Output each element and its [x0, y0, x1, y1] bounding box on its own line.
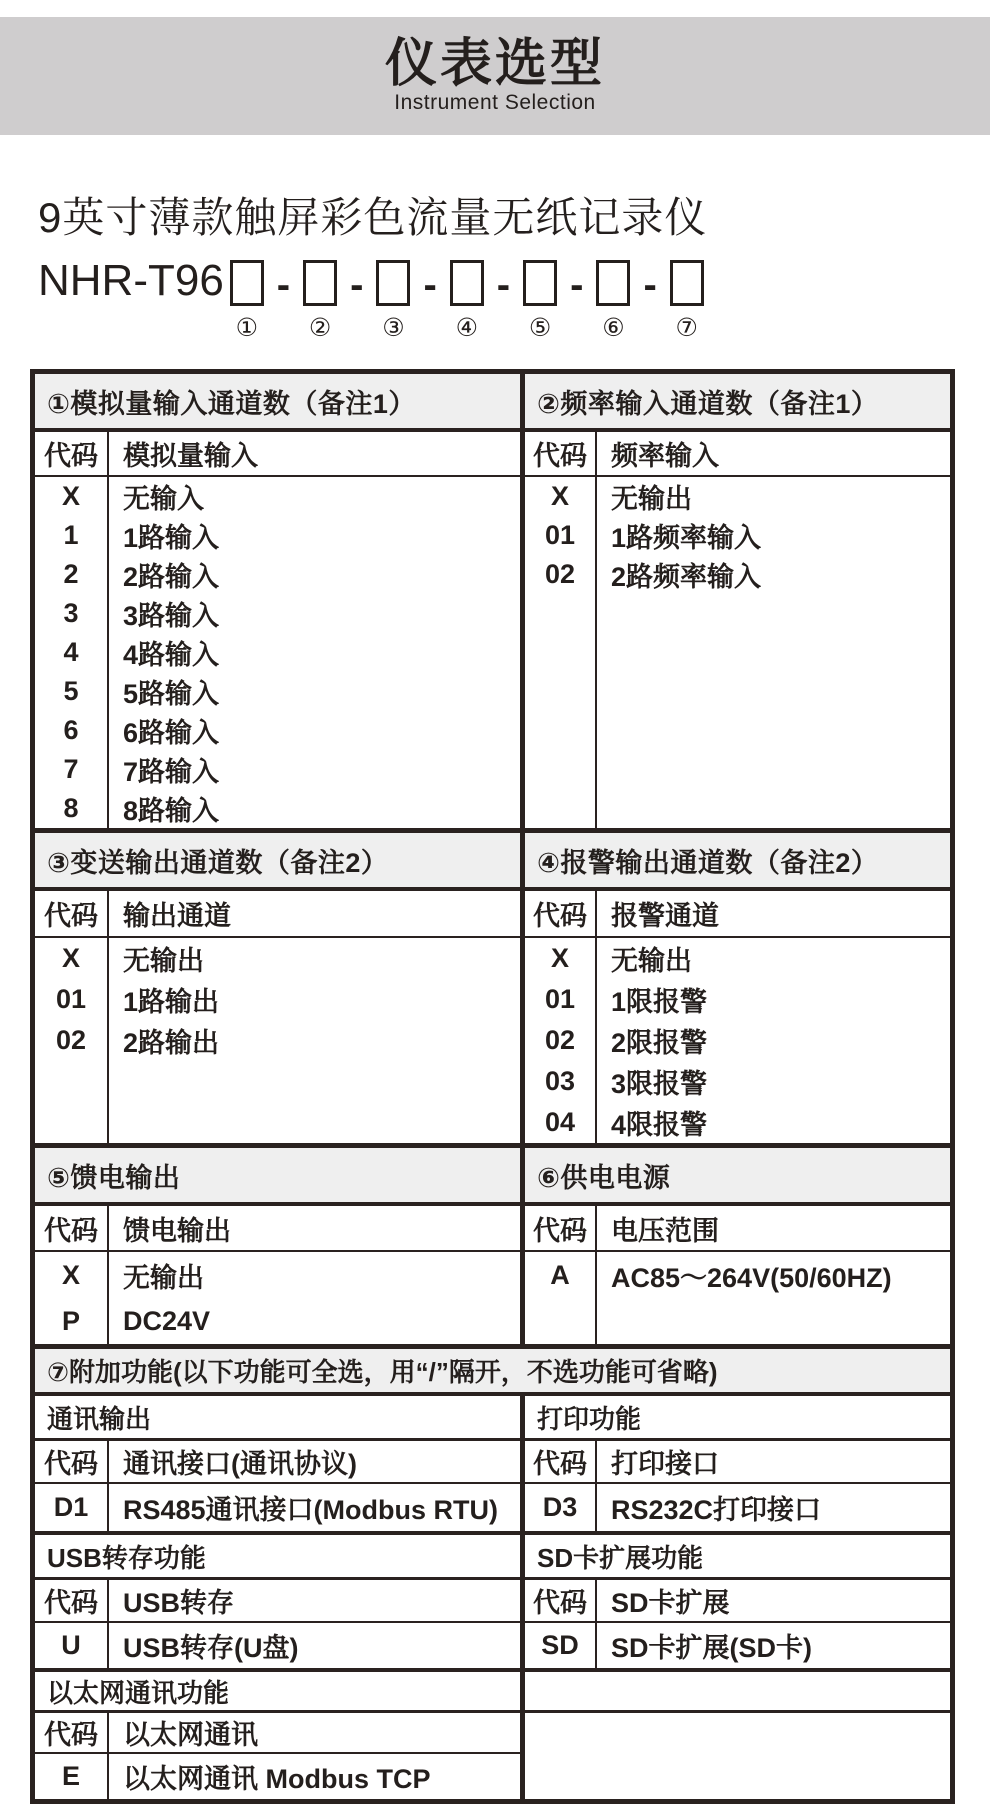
section-5-loop-power-output — [35, 1206, 525, 1344]
desc-column-header: 模拟量输入 — [123, 441, 258, 471]
column-header-row — [525, 891, 950, 938]
table-row — [525, 938, 950, 979]
model-dash: - — [423, 263, 437, 307]
code-column-header: 代码 — [525, 1580, 597, 1621]
model-code-box — [523, 260, 557, 306]
sub-block-usb-sd — [35, 1531, 950, 1668]
model-code-box — [596, 260, 630, 306]
code-cell: SD — [525, 1623, 597, 1668]
model-code-box — [670, 260, 704, 306]
code-cell: P — [35, 1298, 109, 1344]
desc-cell: 无输出 — [611, 946, 692, 976]
table-row — [35, 633, 520, 672]
table-row — [525, 1020, 950, 1061]
table-row — [35, 1754, 520, 1799]
model-slot-5 — [523, 255, 557, 343]
code-cell: 3 — [35, 594, 109, 633]
slot-number: ⑤ — [528, 314, 552, 342]
model-dash: - — [643, 263, 657, 307]
model-code-box — [450, 260, 484, 306]
desc-cell: AC85～264V(50/60HZ) — [611, 1262, 892, 1293]
desc-column-header: 通讯接口(通讯协议) — [123, 1449, 357, 1479]
section-6-title: ⑥供电电源 — [537, 1162, 671, 1193]
page-title: 仪表选型 — [384, 34, 605, 93]
table-row — [525, 1252, 950, 1298]
code-cell: 02 — [525, 1020, 597, 1061]
table-row — [525, 555, 950, 594]
section-4-alarm-output — [525, 891, 950, 1143]
code-cell: 2 — [35, 555, 109, 594]
table-row — [35, 979, 520, 1020]
column-header-row — [525, 432, 950, 477]
model-code-line — [38, 255, 990, 343]
code-column-header: 代码 — [35, 1713, 109, 1752]
desc-cell: USB转存(U盘) — [123, 1633, 299, 1663]
column-header-row — [525, 1441, 950, 1484]
code-cell: 6 — [35, 711, 109, 750]
desc-cell: 无输出 — [123, 946, 204, 976]
table-row — [525, 979, 950, 1020]
desc-cell: 无输入 — [123, 484, 204, 514]
code-cell: 01 — [35, 979, 109, 1020]
table-row — [35, 516, 520, 555]
sub-section-title: SD卡扩展功能 — [525, 1535, 950, 1580]
desc-cell: 1路输出 — [123, 987, 220, 1017]
model-dash: - — [570, 263, 584, 307]
empty-cell — [525, 1672, 950, 1713]
empty-cell — [525, 1298, 950, 1344]
slot-number: ① — [235, 314, 258, 342]
desc-cell: 无输出 — [611, 484, 692, 514]
desc-column-header: 电压范围 — [611, 1215, 719, 1246]
code-column-header: 代码 — [525, 891, 597, 936]
model-code-box — [376, 260, 410, 306]
desc-cell: 2限报警 — [611, 1028, 708, 1058]
table-row — [525, 1061, 950, 1102]
empty-cell — [35, 1061, 520, 1143]
section-6-power-supply — [525, 1206, 950, 1344]
code-cell: 1 — [35, 516, 109, 555]
desc-cell: 8路输入 — [123, 796, 220, 826]
code-cell: X — [35, 477, 109, 516]
desc-column-header: 打印接口 — [611, 1449, 719, 1479]
code-cell: A — [525, 1252, 597, 1298]
table-row — [35, 789, 520, 828]
section-body-3-4 — [35, 891, 950, 1143]
desc-cell: 1路频率输入 — [611, 523, 762, 553]
code-column-header: 代码 — [35, 432, 109, 475]
desc-cell: 4限报警 — [611, 1110, 708, 1140]
desc-column-header: 馈电输出 — [123, 1215, 231, 1246]
desc-cell: 5路输入 — [123, 679, 220, 709]
slot-number: ② — [308, 314, 332, 342]
column-header-row — [525, 1580, 950, 1623]
sub-section-title: 打印功能 — [525, 1396, 950, 1441]
code-cell: X — [35, 938, 109, 979]
desc-cell: RS485通讯接口(Modbus RTU) — [123, 1495, 499, 1525]
code-cell: 7 — [35, 750, 109, 789]
model-slot-3 — [376, 255, 410, 343]
desc-cell: 2路频率输入 — [611, 562, 762, 592]
model-code-box — [230, 260, 264, 306]
slot-number: ⑦ — [675, 314, 698, 342]
product-title: 9英寸薄款触屏彩色流量无纸记录仪 — [38, 194, 708, 241]
code-column-header: 代码 — [35, 1206, 109, 1250]
table-row — [525, 477, 950, 516]
sub-section-title: USB转存功能 — [35, 1535, 520, 1580]
table-row — [35, 1484, 520, 1531]
desc-column-header: 报警通道 — [611, 901, 719, 931]
desc-cell: 1限报警 — [611, 987, 708, 1017]
code-cell: 01 — [525, 979, 597, 1020]
code-cell: D1 — [35, 1484, 109, 1531]
desc-cell: 以太网通讯 Modbus TCP — [123, 1764, 431, 1794]
table-row — [35, 750, 520, 789]
model-code-box — [303, 260, 337, 306]
code-cell: X — [525, 477, 597, 516]
section-2-frequency-input — [525, 432, 950, 828]
table-row — [35, 711, 520, 750]
section-5-title: ⑤馈电输出 — [35, 1148, 525, 1202]
model-dash: - — [496, 263, 511, 307]
table-row — [35, 1020, 520, 1061]
model-slot-4 — [450, 255, 484, 343]
code-cell: 02 — [35, 1020, 109, 1061]
desc-cell: 6路输入 — [123, 718, 220, 748]
usb-transfer-function — [35, 1535, 525, 1668]
desc-cell: 3限报警 — [611, 1069, 708, 1099]
column-header-row — [525, 1206, 950, 1252]
table-row — [35, 555, 520, 594]
code-cell: U — [35, 1623, 109, 1668]
ethernet-empty-area — [525, 1672, 950, 1799]
desc-column-header: 输出通道 — [123, 901, 231, 931]
model-slot-2 — [303, 255, 337, 343]
sub-block-ethernet — [35, 1668, 950, 1799]
print-function — [525, 1396, 950, 1531]
model-slot-6 — [596, 255, 630, 343]
table-row — [525, 516, 950, 555]
ethernet-communication-function — [35, 1672, 525, 1799]
code-cell: X — [525, 938, 597, 979]
desc-column-header: USB转存 — [123, 1588, 235, 1618]
section-4-title: ④报警输出通道数（备注2） — [537, 847, 879, 878]
model-slot-1 — [230, 255, 264, 343]
slot-number: ④ — [455, 314, 478, 342]
section-1-analog-input — [35, 432, 525, 828]
code-column-header: 代码 — [525, 1206, 597, 1250]
slot-number: ⑥ — [602, 314, 625, 342]
desc-column-header: SD卡扩展 — [611, 1588, 730, 1618]
table-row — [35, 672, 520, 711]
code-cell: 03 — [525, 1061, 597, 1102]
section-header-row-1-2 — [35, 374, 950, 432]
code-cell: 4 — [35, 633, 109, 672]
table-row — [35, 477, 520, 516]
code-cell: X — [35, 1252, 109, 1298]
code-cell: 02 — [525, 555, 597, 594]
desc-cell: RS232C打印接口 — [611, 1495, 822, 1525]
section-3-retransmission-output — [35, 891, 525, 1143]
page-subtitle: Instrument Selection — [394, 91, 596, 115]
code-column-header: 代码 — [525, 432, 597, 475]
model-slot-7 — [670, 255, 704, 343]
code-cell: 8 — [35, 789, 109, 828]
code-cell: 5 — [35, 672, 109, 711]
slot-number: ③ — [382, 314, 405, 342]
model-dash: - — [276, 263, 291, 307]
section-body-5-6 — [35, 1206, 950, 1344]
desc-cell: 无输出 — [123, 1262, 204, 1293]
title-band — [0, 17, 990, 135]
column-header-row — [35, 891, 520, 938]
desc-column-header: 以太网通讯 — [123, 1720, 258, 1750]
table-row — [525, 1623, 950, 1668]
column-header-row — [35, 1206, 520, 1252]
section-1-title: ①模拟量输入通道数（备注1） — [35, 374, 525, 428]
empty-cell — [525, 1713, 950, 1799]
desc-cell: 3路输入 — [123, 601, 220, 631]
desc-cell: DC24V — [123, 1305, 211, 1336]
selection-table — [30, 369, 955, 1804]
table-row — [525, 1484, 950, 1531]
column-header-row — [35, 1441, 520, 1484]
communication-output — [35, 1396, 525, 1531]
code-column-header: 代码 — [525, 1441, 597, 1482]
desc-cell: 4路输入 — [123, 640, 220, 670]
column-header-row — [35, 1580, 520, 1623]
table-row — [35, 1252, 520, 1298]
desc-cell: 2路输入 — [123, 562, 220, 592]
table-row — [35, 1623, 520, 1668]
empty-cell — [525, 594, 950, 828]
section-body-1-2 — [35, 432, 950, 828]
desc-column-header: 频率输入 — [611, 441, 719, 471]
sub-section-title: 通讯输出 — [35, 1396, 520, 1441]
desc-cell: 7路输入 — [123, 757, 220, 787]
section-2-title: ②频率输入通道数（备注1） — [537, 388, 879, 419]
code-column-header: 代码 — [35, 891, 109, 936]
code-cell: 04 — [525, 1102, 597, 1143]
model-prefix: NHR-T96 — [38, 256, 224, 305]
code-column-header: 代码 — [35, 1441, 109, 1482]
code-cell: E — [35, 1754, 109, 1799]
sub-section-title: 以太网通讯功能 — [35, 1672, 520, 1713]
section-7-title: ⑦附加功能(以下功能可全选，用“/”隔开，不选功能可省略) — [35, 1344, 950, 1396]
table-row — [35, 1298, 520, 1344]
table-row — [35, 938, 520, 979]
code-cell: 01 — [525, 516, 597, 555]
table-row — [35, 594, 520, 633]
section-3-title: ③变送输出通道数（备注2） — [35, 833, 525, 887]
code-column-header: 代码 — [35, 1580, 109, 1621]
sub-block-communication-print — [35, 1396, 950, 1531]
table-row — [525, 1102, 950, 1143]
column-header-row — [35, 1713, 520, 1754]
desc-cell: 1路输入 — [123, 523, 220, 553]
desc-cell: SD卡扩展(SD卡) — [611, 1633, 812, 1663]
desc-cell: 2路输出 — [123, 1028, 220, 1058]
code-cell: D3 — [525, 1484, 597, 1531]
sd-card-expansion-function — [525, 1535, 950, 1668]
model-dash: - — [350, 263, 364, 307]
section-header-row-3-4 — [35, 828, 950, 891]
section-header-row-5-6 — [35, 1143, 950, 1206]
column-header-row — [35, 432, 520, 477]
